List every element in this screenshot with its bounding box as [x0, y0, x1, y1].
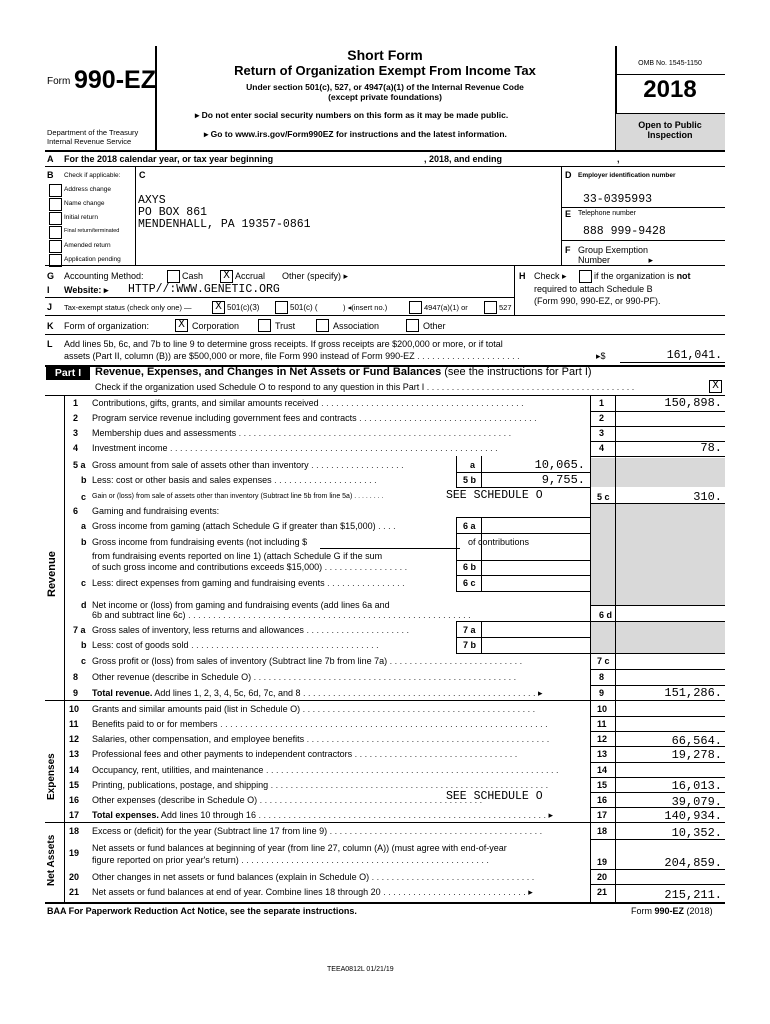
checkbox-accrual[interactable]: X: [220, 270, 233, 283]
form-title-short: Short Form: [347, 47, 423, 63]
row-d-label: D: [565, 170, 572, 180]
line-7b-box: 7 b: [463, 640, 477, 650]
row-j-label: J: [47, 302, 53, 312]
line-6d-text: Net income or (loss) from gaming and fundraising events (add lines 6a and: [92, 600, 390, 610]
inspection: Inspection: [647, 130, 693, 140]
checkbox-name-change[interactable]: [49, 198, 62, 211]
line-19-amount[interactable]: 204,859.: [664, 856, 722, 870]
open-public: Open to Public: [638, 120, 702, 130]
line-6a-box: 6 a: [463, 521, 476, 531]
side-label-expenses: Expenses: [46, 753, 57, 800]
row-l-text2: assets (Part II, column (B)) are $500,000 or more, file Form 990 instead of Form 990-EZ . . . . . . . . . . . . . . . . . . . . .: [64, 351, 520, 361]
line-4-amount[interactable]: 78.: [700, 441, 722, 455]
line-18-text: Excess or (deficit) for the year (Subtract line 17 from line 9) . . . . . . . . . . . . . . . . . . . . . . . . . . . . . . . . . . . . . . . . . . .: [92, 826, 543, 836]
form-label: Form: [47, 76, 71, 87]
line-16-see: SEE SCHEDULE O: [446, 790, 543, 803]
website-value[interactable]: HTTP//:WWW.GENETIC.ORG: [128, 283, 280, 296]
dept-text: Department of the Treasury: [47, 128, 139, 137]
org-city[interactable]: MENDENHALL, PA 19357-0861: [138, 218, 311, 231]
row-i-label: I: [47, 285, 50, 295]
line-1-box: 1: [599, 398, 605, 408]
line-16-text: Other expenses (describe in Schedule O) . . . . . . . . . . . . . . . . . . . . . . . . . . . . . . . . . . . . . . . . . . . . .: [92, 795, 483, 805]
line-4-text: Investment income . . . . . . . . . . . . . . . . . . . . . . . . . . . . . . . . . . . . . . . . . . . . . . . . . . . . . . . . . . . . . . . . . .: [92, 443, 498, 453]
line-4-num: 4: [73, 443, 79, 453]
row-h-text: if the organization is not: [594, 271, 691, 281]
line-11-box: 11: [597, 719, 607, 729]
line-11-num: 11: [69, 719, 79, 729]
checkbox-4947[interactable]: [409, 301, 422, 314]
omb-number: OMB No. 1545-1150: [638, 60, 702, 67]
line-6d-box: 6 d: [599, 610, 613, 620]
label-application-pending: Application pending: [64, 256, 121, 263]
line-15-amount[interactable]: 16,013.: [671, 779, 722, 793]
row-d-title: Employer identification number: [578, 172, 676, 179]
line-18-box: 18: [597, 826, 608, 836]
row-f-text2: Number ▸: [578, 255, 654, 265]
row-f-text1: Group Exemption: [578, 245, 649, 255]
label-other-specify: Other (specify) ▸: [282, 271, 349, 281]
line-15-num: 15: [69, 780, 80, 790]
line-6b-box: 6 b: [463, 562, 477, 572]
phone-value[interactable]: 888 999-9428: [583, 225, 666, 238]
line-21-box: 21: [597, 887, 608, 897]
org-address[interactable]: PO BOX 861: [138, 206, 208, 219]
line-14-num: 14: [69, 765, 80, 775]
line-16-num: 16: [69, 795, 80, 805]
line-13-text: Professional fees and other payments to independent contractors . . . . . . . . . . . . . . . . . . . . . . . . . . . . . . . . .: [92, 749, 518, 759]
line-5c-text: Gain or (loss) from sale of assets other than inventory (Subtract line 5b from line 5a) . . . . . . . .: [92, 493, 384, 500]
checkbox-other-org[interactable]: [406, 319, 419, 332]
line-7a-text: Gross sales of inventory, less returns and allowances . . . . . . . . . . . . . . . . . . . . .: [92, 625, 409, 635]
line-7a-box: 7 a: [463, 625, 476, 635]
line-5b-box: 5 b: [463, 475, 477, 485]
line-7c-box: 7 c: [597, 656, 610, 666]
label-insert-no: ) ◂(insert no.): [343, 303, 388, 312]
part1-label: Part I: [46, 366, 90, 380]
form-number: 990-EZ: [74, 66, 156, 94]
line-6b-of: of contributions: [468, 537, 530, 547]
line-6b-text2: from fundraising events reported on line 1) (attach Schedule G if the sum: [92, 551, 383, 561]
line-20-num: 20: [69, 872, 80, 882]
row-i-text: Website: ▸: [64, 285, 109, 295]
form-subtitle: Under section 501(c), 527, or 4947(a)(1) of the Internal Revenue Code: [246, 82, 524, 92]
checkbox-527[interactable]: [484, 301, 497, 314]
line-9-num: 9: [73, 688, 79, 698]
line-15-box: 15: [597, 780, 608, 790]
label-accrual: Accrual: [235, 271, 266, 281]
row-e-title: Telephone number: [578, 210, 636, 217]
line-6b-num: b: [81, 537, 87, 547]
row-k-label: K: [47, 321, 54, 331]
line-6c-text: Less: direct expenses from gaming and fundraising events . . . . . . . . . . . . . . . .: [92, 578, 405, 588]
line-6c-box: 6 c: [463, 578, 476, 588]
row-a-mid: , 2018, and ending: [424, 154, 503, 164]
line-8-text: Other revenue (describe in Schedule O) . . . . . . . . . . . . . . . . . . . . . . . . . . . . . . . . . . . . . . . . . . . . . . . . . . . . .: [92, 672, 517, 682]
checkbox-trust[interactable]: [258, 319, 271, 332]
label-address-change: Address change: [64, 186, 111, 193]
line-6-num: 6: [73, 506, 79, 516]
line-7a-num: 7 a: [73, 625, 86, 635]
row-a-label: A: [47, 154, 54, 164]
line-5c-see: SEE SCHEDULE O: [446, 489, 543, 502]
line-6c-num: c: [81, 578, 87, 588]
row-g-text: Accounting Method:: [64, 271, 144, 281]
line-17-amount[interactable]: 140,934.: [664, 809, 722, 823]
line-18-amount[interactable]: 10,352.: [671, 826, 722, 840]
row-l-text1: Add lines 5b, 6c, and 7b to line 9 to determine gross receipts. If gross receipts are $200,000 or more, or if total: [64, 339, 503, 349]
side-label-revenue: Revenue: [46, 551, 58, 597]
row-h-text3: required to attach Schedule B: [534, 284, 653, 294]
gross-receipts-value[interactable]: 161,041.: [666, 349, 722, 362]
checkbox-501c[interactable]: [275, 301, 288, 314]
line-6-text: Gaming and fundraising events:: [92, 506, 220, 516]
checkbox-final-return[interactable]: [49, 226, 62, 239]
line-5c-num: c: [81, 492, 87, 502]
line-17-num: 17: [69, 810, 80, 820]
line-10-text: Grants and similar amounts paid (list in Schedule O) . . . . . . . . . . . . . . . . . . . . . . . . . . . . . . . . . . . . . . . . . . . . . . .: [92, 704, 536, 714]
line-21-num: 21: [69, 887, 80, 897]
line-2-box: 2: [599, 413, 605, 423]
label-name-change: Name change: [64, 200, 105, 207]
line-19-text2: figure reported on prior year's return) . . . . . . . . . . . . . . . . . . . . . . . . . . . . . . . . . . . . . . . . . . . . . . . . . .: [92, 855, 489, 865]
line-20-box: 20: [597, 872, 608, 882]
line-21-text: Net assets or fund balances at end of year. Combine lines 18 through 20 . . . . . . . . . . . . . . . . . . . . . . . . . . . . . ▸: [92, 887, 533, 897]
row-e-label: E: [565, 209, 572, 219]
line-3-box: 3: [599, 428, 605, 438]
line-10-num: 10: [69, 704, 80, 714]
checkbox-schedule-b[interactable]: [579, 270, 592, 283]
label-501c: 501(c) (: [290, 303, 318, 312]
line-8-box: 8: [599, 672, 605, 682]
line-12-amount[interactable]: 66,564.: [671, 734, 722, 748]
part1-title: Revenue, Expenses, and Changes in Net Assets or Fund Balances (see the instructions for Part I): [95, 366, 592, 378]
line-17-text: Total expenses. Add lines 10 through 16 . . . . . . . . . . . . . . . . . . . . . . . . . . . . . . . . . . . . . . . . . . . . . . . . . . . . . . . . . . ▸: [92, 810, 554, 820]
line-6d-text2: 6b and subtract line 6c) . . . . . . . . . . . . . . . . . . . . . . . . . . . . . . . . . . . . . . . . . . . . . . . . . . . . . . . . .: [92, 610, 471, 620]
line-12-text: Salaries, other compensation, and employee benefits . . . . . . . . . . . . . . . . . . . . . . . . . . . . . . . . . . . . . . . . . . . . . . . . .: [92, 734, 550, 744]
line-19-box: 19: [597, 857, 608, 867]
form-except: (except private foundations): [328, 92, 442, 102]
label-other-org: Other: [423, 321, 446, 331]
label-amended-return: Amended return: [64, 242, 111, 249]
row-c-label: C: [139, 170, 146, 180]
form-title: Return of Organization Exempt From Income Tax: [234, 63, 536, 78]
line-5b-text: Less: cost or other basis and sales expenses . . . . . . . . . . . . . . . . . . . . .: [92, 475, 377, 485]
line-20-text: Other changes in net assets or fund balances (explain in Schedule O) . . . . . . . . . . . . . . . . . . . . . . . . . . . . . . . . .: [92, 872, 535, 882]
line-2-num: 2: [73, 413, 79, 423]
line-6a-text: Gross income from gaming (attach Schedule G if greater than $15,000) . . . .: [92, 521, 396, 531]
tax-year: 2018: [643, 76, 697, 103]
org-name[interactable]: AXYS: [138, 194, 166, 207]
label-4947: 4947(a)(1) or: [424, 303, 468, 312]
line-7c-text: Gross profit or (loss) from sales of inventory (Subtract line 7b from line 7a) . . . . . . . . . . . . . . . . . . . . . . . . . . .: [92, 656, 523, 666]
line-5a-num: 5 a: [73, 460, 86, 470]
checkbox-address-change[interactable]: [49, 184, 62, 197]
line-16-amount[interactable]: 39,079.: [671, 795, 722, 809]
line-7c-num: c: [81, 656, 87, 666]
line-19-num: 19: [69, 848, 80, 858]
line-2-text: Program service revenue including government fees and contracts . . . . . . . . . . . . . . . . . . . . . . . . . . . . . . . . . . . .: [92, 413, 537, 423]
checkbox-amended-return[interactable]: [49, 240, 62, 253]
line-10-box: 10: [597, 704, 608, 714]
line-13-num: 13: [69, 749, 80, 759]
line-5c-amount[interactable]: 310.: [693, 490, 722, 504]
label-initial-return: Initial return: [64, 214, 98, 221]
label-corporation: Corporation: [192, 321, 240, 331]
line-3-text: Membership dues and assessments . . . . . . . . . . . . . . . . . . . . . . . . . . . . . . . . . . . . . . . . . . . . . . . . . . . . . . .: [92, 428, 512, 438]
label-association: Association: [333, 321, 380, 331]
row-g-label: G: [47, 271, 55, 281]
line-5c-box: 5 c: [597, 492, 610, 502]
row-h-label: H: [519, 271, 526, 281]
line-14-text: Occupancy, rent, utilities, and maintenance . . . . . . . . . . . . . . . . . . . . . . . . . . . . . . . . . . . . . . . . . . . . . . . . . . . . . . . . . . .: [92, 765, 559, 775]
line-4-box: 4: [599, 443, 605, 453]
line-14-box: 14: [597, 765, 608, 775]
line-7b-text: Less: cost of goods sold . . . . . . . . . . . . . . . . . . . . . . . . . . . . . . . . . . . . . .: [92, 640, 379, 650]
line-12-box: 12: [597, 734, 608, 744]
checkbox-association[interactable]: [316, 319, 329, 332]
line-9-box: 9: [599, 688, 605, 698]
line-7b-num: b: [81, 640, 87, 650]
ein-value[interactable]: 33-0395993: [583, 193, 653, 206]
line-6b-text3: of such gross income and contributions exceeds $15,000) . . . . . . . . . . . . . . . . .: [92, 562, 408, 572]
line-6d-num: d: [81, 600, 87, 610]
line-11-text: Benefits paid to or for members . . . . . . . . . . . . . . . . . . . . . . . . . . . . . . . . . . . . . . . . . . . . . . . . . . . . . . . . . . . . . . . . . .: [92, 719, 548, 729]
line-15-text: Printing, publications, postage, and shipping . . . . . . . . . . . . . . . . . . . . . . . . . . . . . . . . . . . . . . . . . . . . . . . . . . . . . . . .: [92, 780, 549, 790]
checkbox-schedule-o[interactable]: X: [709, 380, 722, 393]
row-a-text: For the 2018 calendar year, or tax year beginning: [64, 154, 274, 164]
checkbox-501c3[interactable]: X: [212, 301, 225, 314]
notice-irs: ▸ Go to www.irs.gov/Form990EZ for instructions and the latest information.: [204, 129, 507, 139]
label-final-return: Final return/terminated: [64, 228, 120, 234]
line-3-num: 3: [73, 428, 79, 438]
line-18-num: 18: [69, 826, 80, 836]
row-j-text: Tax-exempt status (check only one) —: [64, 303, 192, 312]
line-5a-box: a: [470, 460, 476, 470]
line-1-amount[interactable]: 150,898.: [664, 396, 722, 410]
line-6b-text: Gross income from fundraising events (not including $: [92, 537, 308, 547]
row-a-end: ,: [617, 154, 620, 164]
part1-check-text: Check if the organization used Schedule O to respond to any question in this Part I . . . . . . . . . . . . . . . . . . . . . . . . . . . . . . . . . . . . . . . . . .: [95, 382, 635, 392]
line-5a-text: Gross amount from sale of assets other than inventory . . . . . . . . . . . . . . . . . . .: [92, 460, 404, 470]
irs-text: Internal Revenue Service: [47, 137, 132, 146]
line-6a-num: a: [81, 521, 87, 531]
checkbox-initial-return[interactable]: [49, 212, 62, 225]
line-19-text: Net assets or fund balances at beginning of year (from line 27, column (A)) (must agree with end-of-year: [92, 843, 507, 853]
line-13-amount[interactable]: 19,278.: [671, 748, 722, 762]
footer-form: Form 990-EZ (2018): [631, 906, 713, 916]
line-16-box: 16: [597, 795, 608, 805]
checkbox-corporation[interactable]: X: [175, 319, 188, 332]
row-f-label: F: [565, 245, 571, 255]
label-501c3: 501(c)(3): [227, 303, 260, 312]
line-9-amount[interactable]: 151,286.: [664, 686, 722, 700]
line-5b-num: b: [81, 475, 87, 485]
footer-baa: BAA For Paperwork Reduction Act Notice, see the separate instructions.: [47, 906, 357, 916]
notice-ssn: ▸ Do not enter social security numbers on this form as it may be made public.: [195, 110, 509, 120]
line-13-box: 13: [597, 749, 608, 759]
row-k-text: Form of organization:: [64, 321, 150, 331]
row-b-check-if: Check if applicable:: [64, 172, 121, 179]
line-17-box: 17: [597, 810, 608, 820]
side-label-net-assets: Net Assets: [46, 834, 57, 886]
row-l-label: L: [47, 339, 53, 349]
row-l-dollar: ▸$: [596, 351, 606, 361]
row-b-label: B: [47, 170, 54, 180]
line-1-text: Contributions, gifts, grants, and similar amounts received . . . . . . . . . . . . . . . . . . . . . . . . . . . . . . . . . . . . . . . . .: [92, 398, 524, 408]
label-527: 527: [499, 303, 512, 312]
label-trust: Trust: [275, 321, 296, 331]
checkbox-cash[interactable]: [167, 270, 180, 283]
line-21-amount[interactable]: 215,211.: [664, 888, 722, 902]
line-8-num: 8: [73, 672, 79, 682]
footer-code: TEEA0812L 01/21/19: [327, 966, 394, 973]
line-5a-amount[interactable]: 10,065.: [534, 458, 585, 472]
line-1-num: 1: [73, 398, 79, 408]
row-h-check: Check ▸: [534, 271, 567, 281]
line-9-text: Total revenue. Add lines 1, 2, 3, 4, 5c, 6d, 7c, and 8 . . . . . . . . . . . . . . . . . . . . . . . . . . . . . . . . . . . . . . . . . . . . . . . ▸: [92, 688, 543, 698]
row-h-text4: (Form 990, 990-EZ, or 990-PF).: [534, 296, 661, 306]
line-12-num: 12: [69, 734, 80, 744]
line-5b-amount[interactable]: 9,755.: [541, 473, 585, 487]
label-cash: Cash: [182, 271, 204, 281]
